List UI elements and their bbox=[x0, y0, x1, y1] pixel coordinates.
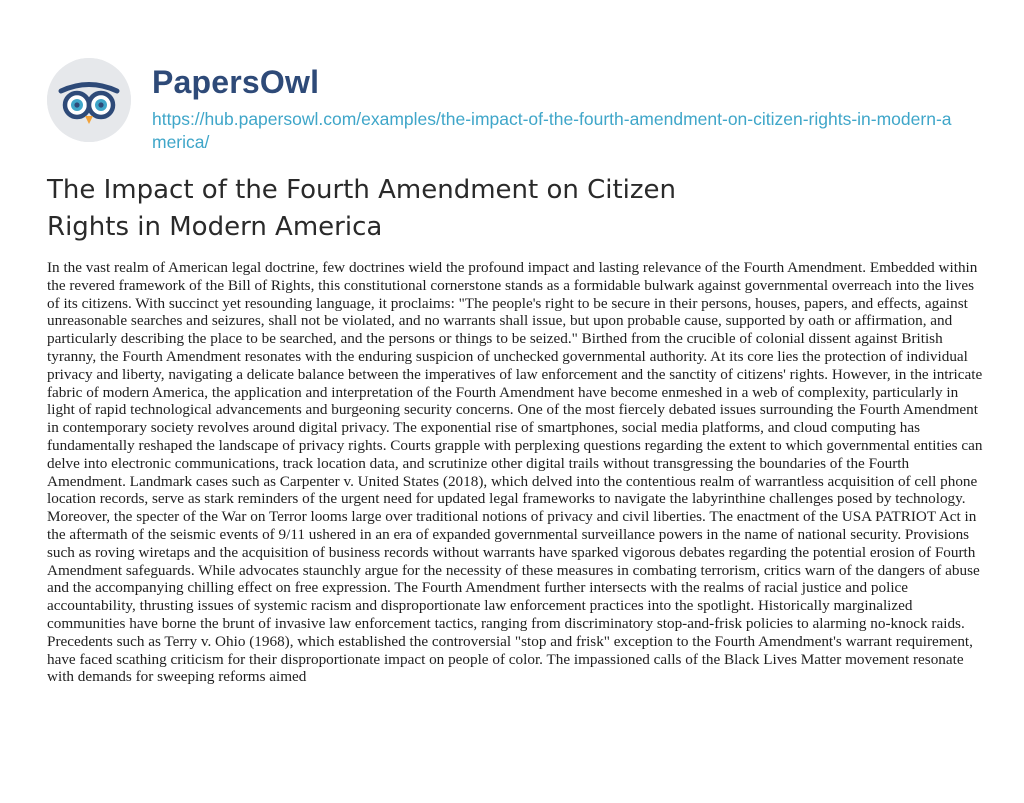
source-url-link[interactable]: https://hub.papersowl.com/examples/the-impact-of-the-fourth-amendment-on-citizen-rights-in-modern-america/ bbox=[152, 109, 952, 152]
site-header bbox=[47, 58, 987, 158]
owl-logo-icon[interactable] bbox=[47, 58, 131, 142]
essay-body-text: In the vast realm of American legal doctrine, few doctrines wield the profound impact and lasting relevance of the Fourth Amendment. Embedded within the revered framework of the Bill of Rights, this constitutional cornerstone stands as a formidable bulwark against governmental overreach into the lives of its citizens. With succinct yet resounding language, it proclaims: "The people's right to be secure in their persons, houses, papers, and effects, against unreasonable searches and seizures, shall not be violated, and no warrants shall issue, but upon probable cause, supported by oath or affirmation, and particularly describing the place to be searched, and the persons or things to be seized." Birthed from the crucible of colonial dissent against British tyranny, the Fourth Amendment resonates with the enduring suspicion of unchecked governmental authority. At its core lies the protection of individual privacy and liberty, navigating a delicate balance between the imperatives of law enforcement and the sanctity of citizens' rights. However, in the intricate fabric of modern America, the application and interpretation of the Fourth Amendment have become enmeshed in a web of complexity, particularly in light of rapid technological advancements and burgeoning security concerns. One of the most fiercely debated issues surrounding the Fourth Amendment in contemporary society revolves around digital privacy. The exponential rise of smartphones, social media platforms, and cloud computing has fundamentally reshaped the landscape of privacy rights. Courts grapple with perplexing questions regarding the extent to which governmental entities can delve into electronic communications, track location data, and scrutinize other digital trails without transgressing the boundaries of the Fourth Amendment. Landmark cases such as Carpenter v. United States (2018), which delved into the contentious realm of warrantless acquisition of cell phone location records, serve as stark reminders of the urgent need for updated legal frameworks to navigate the labyrinthine challenges posed by technology. Moreover, the specter of the War on Terror looms large over traditional notions of privacy and civil liberties. The enactment of the USA PATRIOT Act in the aftermath of the seismic events of 9/11 ushered in an era of expanded governmental surveillance powers in the name of national security. Provisions such as roving wiretaps and the acquisition of business records without warrants have sparked vigorous debates regarding the potential erosion of Fourth Amendment safeguards. While advocates staunchly argue for the necessity of these measures in combating terrorism, critics warn of the dangers of abuse and the accompanying chilling effect on free expression. The Fourth Amendment further intersects with the realms of racial justice and police accountability, thrusting issues of systemic racism and disproportionate law enforcement practices into the spotlight. Historically marginalized communities have borne the brunt of invasive law enforcement tactics, ranging from discriminatory stop-and-frisk policies to alarming no-knock raids. Precedents such as Terry v. Ohio (1968), which established the controversial "stop and frisk" exception to the Fourth Amendment's warrant requirement, have faced scathing criticism for their disproportionate impact on people of color. The impassioned calls of the Black Lives Matter movement resonate with demands for sweeping reforms aimed bbox=[47, 259, 983, 686]
page-title: The Impact of the Fourth Amendment on Citizen Rights in Modern America bbox=[47, 175, 677, 242]
brand-name[interactable]: PapersOwl bbox=[152, 64, 320, 100]
owl-logo-graphic bbox=[47, 58, 131, 142]
